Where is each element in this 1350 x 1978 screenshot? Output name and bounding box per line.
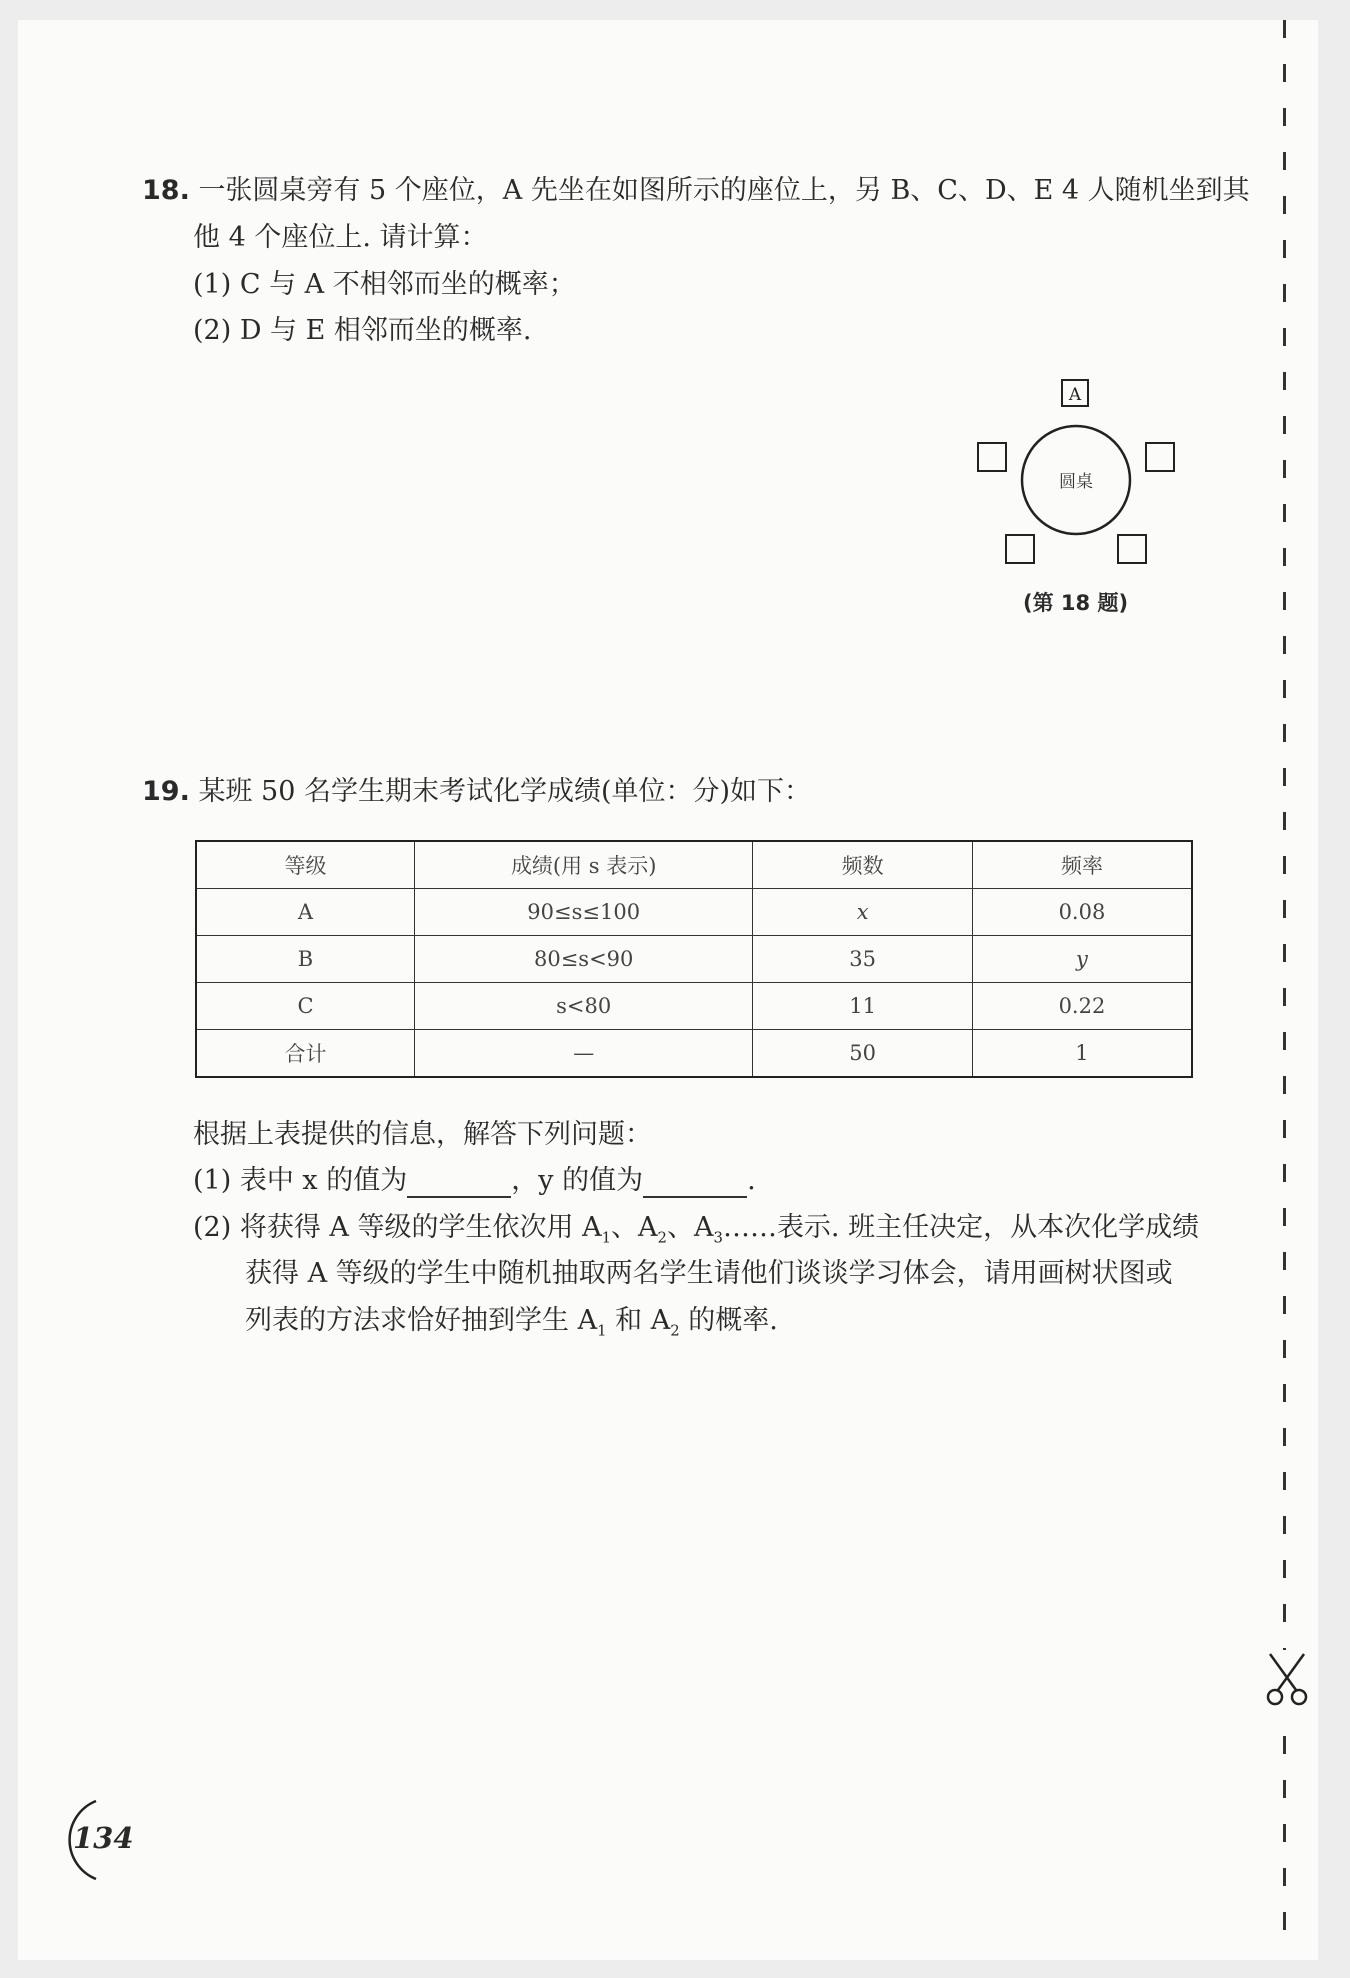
q19-part1-text-c: . <box>747 1165 756 1196</box>
table-row <box>196 936 1192 983</box>
q18-part2: (2) D 与 E 相邻而坐的概率. <box>193 315 532 346</box>
q18-number: 18. <box>142 175 190 206</box>
header-rate: 频率 <box>972 841 1192 889</box>
q19-part2-line2: 获得 A 等级的学生中随机抽取两名学生请他们谈谈学习体会，请用画树状图或 <box>245 1258 1173 1289</box>
q19-number: 19. <box>142 776 190 807</box>
header-frequency: 频数 <box>753 841 973 889</box>
table-cell: C <box>196 983 414 1030</box>
figure-caption: (第 18 题) <box>1023 591 1129 615</box>
q19-part2-text: ……表示. 班主任决定，从本次化学成绩 <box>722 1212 1200 1243</box>
seat-bottom-right <box>1118 535 1146 563</box>
table-row <box>196 983 1192 1030</box>
answer-blank-y[interactable] <box>643 1168 747 1198</box>
table-cell: 80≤s<90 <box>414 936 752 983</box>
table-cell: s<80 <box>414 983 752 1030</box>
table-cell: B <box>196 936 414 983</box>
q19-part2-text: 列表的方法求恰好抽到学生 A <box>245 1305 598 1336</box>
subscript: 1 <box>597 1321 607 1340</box>
seat-bottom-left <box>1006 535 1034 563</box>
round-table-figure <box>970 375 1190 575</box>
header-grade: 等级 <box>196 841 414 889</box>
q19-part1 <box>193 1164 756 1198</box>
q19-part2-text: 、A <box>666 1212 714 1243</box>
q19-part2-line3 <box>245 1304 778 1347</box>
answer-blank-x[interactable] <box>407 1168 511 1198</box>
seat-a-label: A <box>1068 385 1082 405</box>
table-cell: y <box>972 936 1192 983</box>
table-row <box>196 889 1192 936</box>
q18-text-line2: 他 4 个座位上. 请计算： <box>193 222 488 253</box>
seat-right <box>1146 443 1174 471</box>
scissors-icon <box>1262 1650 1312 1710</box>
q19-part2-text: 的概率. <box>679 1305 778 1336</box>
q19-part2-text: 、A <box>611 1212 658 1243</box>
table-cell: 1 <box>972 1030 1192 1078</box>
subscript: 2 <box>657 1228 667 1247</box>
q19-part1-text-a: (1) 表中 x 的值为 <box>193 1165 408 1196</box>
round-table-label: 圆桌 <box>1059 472 1093 492</box>
q18-line1 <box>142 174 1250 208</box>
table-cell: A <box>196 889 414 936</box>
q19-part2-text: 和 A <box>606 1305 671 1336</box>
table-cell: 0.08 <box>972 889 1192 936</box>
table-cell: 0.22 <box>972 983 1192 1030</box>
page-number: 134 <box>73 1821 134 1855</box>
header-score: 成绩(用 s 表示) <box>414 841 752 889</box>
table-cell: 35 <box>753 936 973 983</box>
seat-left <box>978 443 1006 471</box>
q19-line1 <box>142 775 811 809</box>
subscript: 3 <box>713 1228 723 1247</box>
q19-part2-line1 <box>193 1211 1199 1254</box>
q18-text-line1: 一张圆桌旁有 5 个座位，A 先坐在如图所示的座位上，另 B、C、D、E 4 人随机坐到其 <box>198 175 1250 206</box>
q19-intro: 某班 50 名学生期末考试化学成绩(单位：分)如下： <box>198 776 812 807</box>
table-cell: 50 <box>753 1030 973 1078</box>
q19-part2-text: (2) 将获得 A 等级的学生依次用 A <box>193 1212 602 1243</box>
table-cell: 90≤s≤100 <box>414 889 752 936</box>
table-header-row <box>196 841 1192 889</box>
subscript: 2 <box>670 1321 680 1340</box>
scores-table <box>195 840 1193 1078</box>
q18-part1: (1) C 与 A 不相邻而坐的概率； <box>193 269 576 300</box>
table-row <box>196 1030 1192 1078</box>
table-cell: 合计 <box>196 1030 414 1078</box>
subscript: 1 <box>601 1228 612 1247</box>
table-cell: — <box>414 1030 752 1078</box>
table-cell: 11 <box>753 983 973 1030</box>
q19-part1-text-b: ，y 的值为 <box>511 1165 644 1196</box>
table-cell: x <box>753 889 973 936</box>
q19-prompt: 根据上表提供的信息，解答下列问题： <box>193 1119 652 1150</box>
